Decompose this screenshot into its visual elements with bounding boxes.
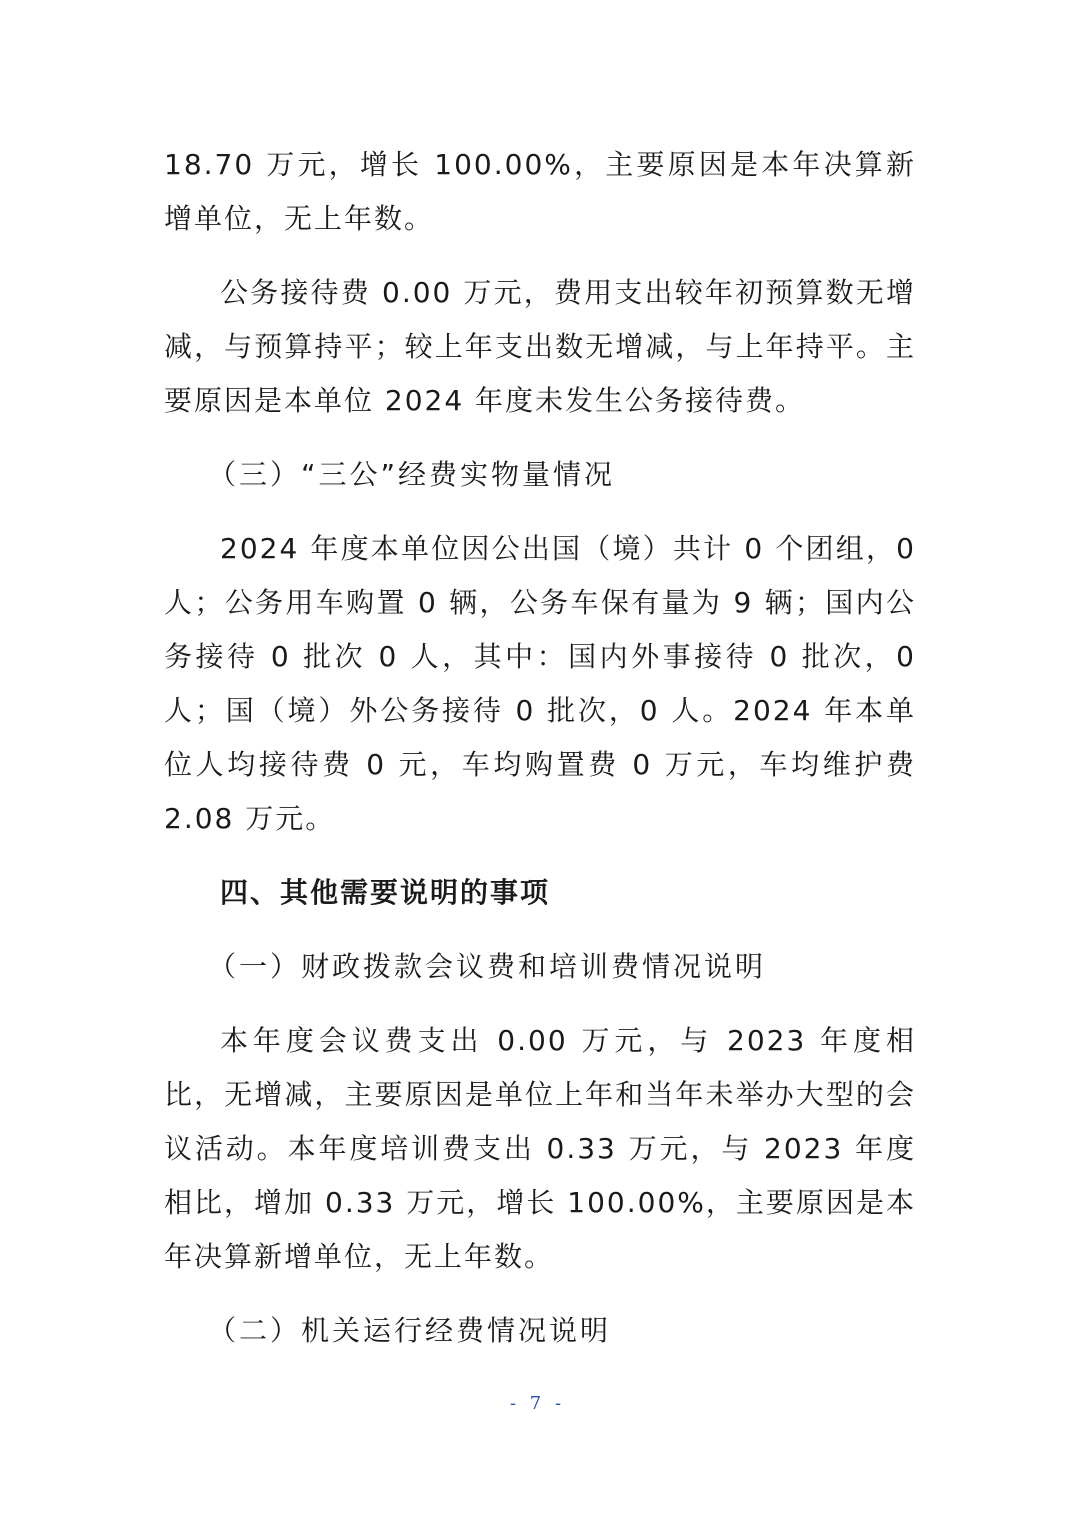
paragraph-continuation: 18.70 万元，增长 100.00%，主要原因是本年决算新增单位，无上年数。 bbox=[164, 148, 916, 235]
section-heading-meeting-training: （一）财政拨款会议费和培训费情况说明 bbox=[208, 950, 767, 983]
paragraph-physical-quantity: 2024 年度本单位因公出国（境）共计 0 个团组，0 人；公务用车购置 0 辆，公务车保有量为 9 辆；国内公务接待 0 批次 0 人，其中：国内外事接待 0 批次，0 人；国（境）外公务接待 0 批次，0 人。2024 年本单位人均接待费 0 元，车均购置费 0 万元，车均维护费 2.08 万元。 bbox=[164, 532, 916, 835]
section-heading-physical-quantity: （三）“三公”经费实物量情况 bbox=[208, 458, 616, 491]
page-number: - 7 - bbox=[509, 1393, 566, 1414]
section-heading-operating-expense: （二）机关运行经费情况说明 bbox=[208, 1314, 612, 1347]
paragraph-meeting-training: 本年度会议费支出 0.00 万元，与 2023 年度相比，无增减，主要原因是单位上年和当年未举办大型的会议活动。本年度培训费支出 0.33 万元，与 2023 年度相比，增加 0.33 万元，增长 100.00%，主要原因是本年决算新增单位，无上年数。 bbox=[164, 1024, 916, 1273]
paragraph-reception-expense: 公务接待费 0.00 万元，费用支出较年初预算数无增减，与预算持平；较上年支出数无增减，与上年持平。主要原因是本单位 2024 年度未发生公务接待费。 bbox=[164, 276, 916, 417]
section-heading-other-matters: 四、其他需要说明的事项 bbox=[220, 876, 551, 909]
document-body bbox=[164, 138, 916, 1358]
